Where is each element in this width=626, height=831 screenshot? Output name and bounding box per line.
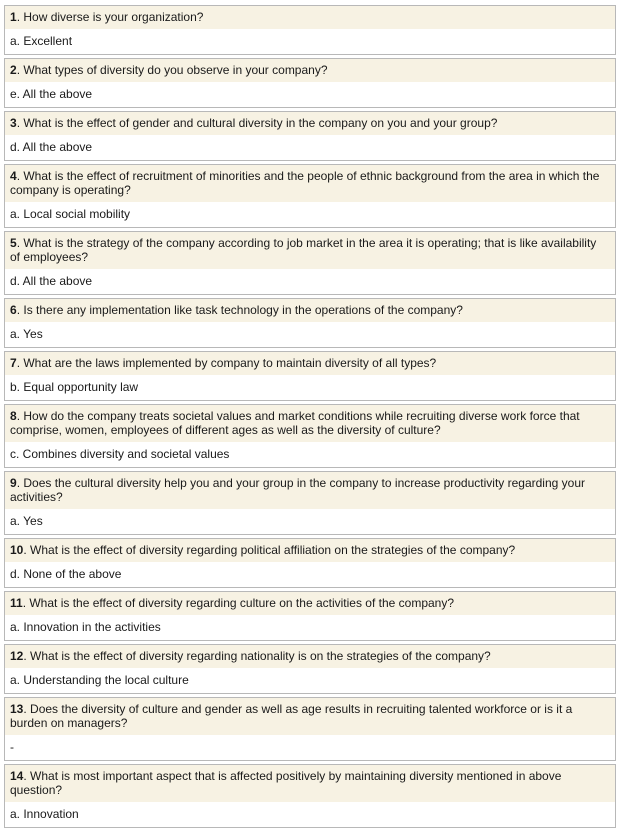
- survey-questionnaire: [4, 5, 616, 831]
- question-text: [5, 112, 615, 135]
- answer-text: d. None of the above: [5, 562, 615, 587]
- question-label: . What types of diversity do you observe in your company?: [16, 63, 328, 77]
- question-block-4: [4, 164, 616, 228]
- question-block-5: [4, 231, 616, 295]
- question-block-11: [4, 591, 616, 641]
- question-label: . What is the effect of gender and cultural diversity in the company on you and your group?: [16, 116, 498, 130]
- question-number: 2: [10, 63, 17, 77]
- question-text: [5, 472, 615, 509]
- question-number: 12: [10, 649, 24, 663]
- question-label: . How diverse is your organization?: [16, 10, 204, 24]
- question-block-13: [4, 697, 616, 761]
- question-label: . Does the cultural diversity help you and your group in the company to increase productivity regarding your activities?: [10, 476, 585, 504]
- answer-text: -: [5, 735, 615, 760]
- question-number: 9: [10, 476, 17, 490]
- question-block-9: [4, 471, 616, 535]
- question-block-14: [4, 764, 616, 828]
- answer-text: a. Yes: [5, 322, 615, 347]
- question-text: [5, 698, 615, 735]
- answer-text: d. All the above: [5, 135, 615, 160]
- question-number: 14: [10, 769, 24, 783]
- answer-text: b. Equal opportunity law: [5, 375, 615, 400]
- question-number: 3: [10, 116, 17, 130]
- answer-text: c. Combines diversity and societal values: [5, 442, 615, 467]
- question-text: [5, 405, 615, 442]
- question-label: . What is most important aspect that is affected positively by maintaining diversity mentioned in above question?: [10, 769, 562, 797]
- answer-text: a. Local social mobility: [5, 202, 615, 227]
- question-text: [5, 592, 615, 615]
- question-number: 13: [10, 702, 24, 716]
- answer-text: e. All the above: [5, 82, 615, 107]
- question-block-7: [4, 351, 616, 401]
- question-number: 10: [10, 543, 24, 557]
- question-label: . What is the effect of diversity regarding political affiliation on the strategies of the company?: [23, 543, 516, 557]
- question-label: . Does the diversity of culture and gender as well as age results in recruiting talented workforce or is it a burden on managers?: [10, 702, 573, 730]
- question-label: . What are the laws implemented by company to maintain diversity of all types?: [16, 356, 437, 370]
- question-number: 4: [10, 169, 17, 183]
- question-number: 6: [10, 303, 17, 317]
- question-block-8: [4, 404, 616, 468]
- question-label: . What is the effect of recruitment of minorities and the people of ethnic background from the area in which the company is operating?: [10, 169, 600, 197]
- question-label: . What is the strategy of the company according to job market in the area it is operating; that is like availability of employees?: [10, 236, 597, 264]
- question-label: . Is there any implementation like task technology in the operations of the company?: [16, 303, 463, 317]
- question-text: [5, 539, 615, 562]
- answer-text: a. Innovation in the activities: [5, 615, 615, 640]
- question-number: 7: [10, 356, 17, 370]
- question-text: [5, 6, 615, 29]
- question-block-1: [4, 5, 616, 55]
- question-label: . What is the effect of diversity regarding nationality is on the strategies of the company?: [23, 649, 491, 663]
- question-text: [5, 645, 615, 668]
- question-text: [5, 765, 615, 802]
- answer-text: a. Innovation: [5, 802, 615, 827]
- question-text: [5, 232, 615, 269]
- question-text: [5, 352, 615, 375]
- question-text: [5, 299, 615, 322]
- question-number: 11: [10, 596, 23, 610]
- question-number: 1: [10, 10, 17, 24]
- question-number: 8: [10, 409, 17, 423]
- answer-text: a. Understanding the local culture: [5, 668, 615, 693]
- question-block-6: [4, 298, 616, 348]
- answer-text: d. All the above: [5, 269, 615, 294]
- question-block-2: [4, 58, 616, 108]
- question-number: 5: [10, 236, 17, 250]
- question-label: . What is the effect of diversity regarding culture on the activities of the company?: [22, 596, 455, 610]
- question-block-12: [4, 644, 616, 694]
- question-block-3: [4, 111, 616, 161]
- question-label: . How do the company treats societal values and market conditions while recruiting diverse work force that comprise, women, employees of different ages as well as the diversity of culture?: [10, 409, 580, 437]
- answer-text: a. Excellent: [5, 29, 615, 54]
- question-block-10: [4, 538, 616, 588]
- answer-text: a. Yes: [5, 509, 615, 534]
- question-text: [5, 59, 615, 82]
- question-text: [5, 165, 615, 202]
